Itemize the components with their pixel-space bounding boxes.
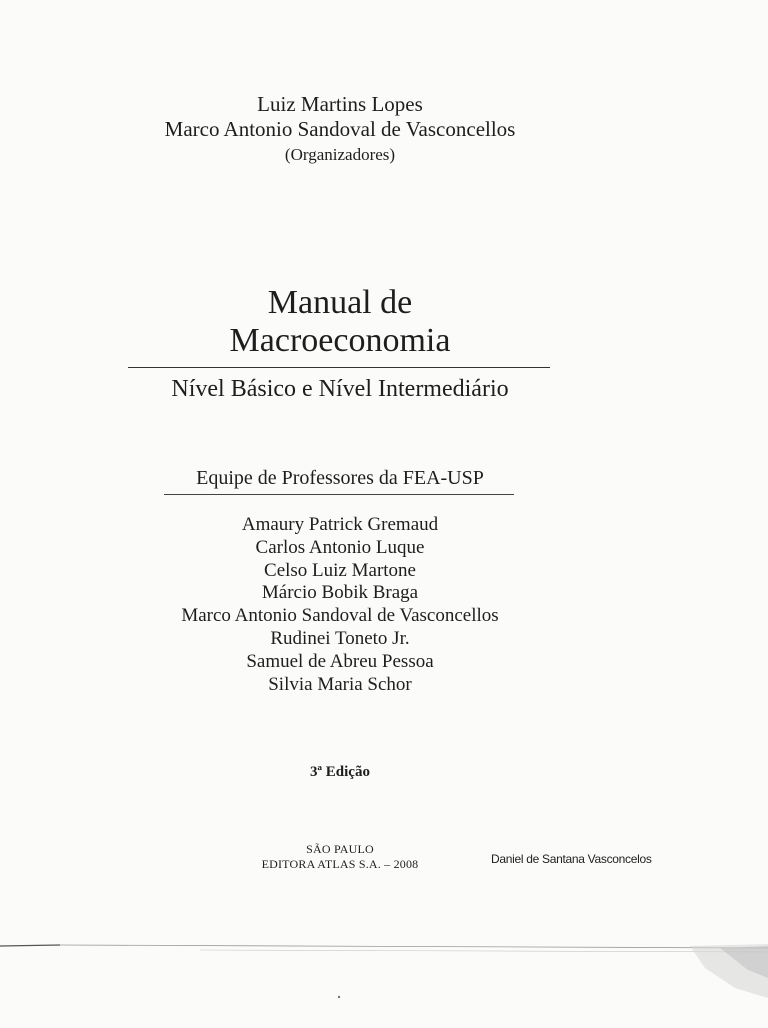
team-member: Márcio Bobik Braga	[261, 582, 419, 604]
organizer-name: Marco Antonio Sandoval de Vasconcellos	[164, 117, 516, 141]
book-title	[0, 284, 680, 360]
book-title-line: Macroeconomia	[229, 322, 451, 359]
publisher-city: SÃO PAULO	[306, 842, 374, 856]
team-member: Amaury Patrick Gremaud	[241, 514, 439, 535]
team-heading: Equipe de Professores da FEA-USP	[196, 467, 484, 489]
book-subtitle: Nível Básico e Nível Intermediário	[171, 376, 509, 402]
team-member: Carlos Antonio Luque	[255, 536, 425, 558]
edition-label: 3ª Edição	[310, 764, 370, 780]
organizers-role: (Organizadores)	[284, 145, 396, 164]
team-member: Celso Luiz Martone	[264, 559, 416, 581]
title-divider	[128, 367, 550, 368]
organizers-block	[0, 92, 680, 168]
scan-edge-artifact	[0, 938, 768, 1028]
organizer-name: Luiz Martins Lopes	[257, 92, 423, 116]
book-title-line: Manual de	[267, 284, 413, 321]
team-member: Rudinei Toneto Jr.	[270, 627, 410, 649]
team-members-list	[0, 514, 680, 696]
team-heading-underline	[164, 494, 514, 495]
team-member: Silvia Maria Schor	[268, 673, 412, 695]
owner-name-stamp: Daniel de Santana Vasconcelos	[491, 852, 652, 866]
publisher-line: EDITORA ATLAS S.A. – 2008	[261, 857, 419, 871]
team-member: Marco Antonio Sandoval de Vasconcellos	[181, 605, 499, 627]
team-member: Samuel de Abreu Pessoa	[246, 650, 434, 672]
